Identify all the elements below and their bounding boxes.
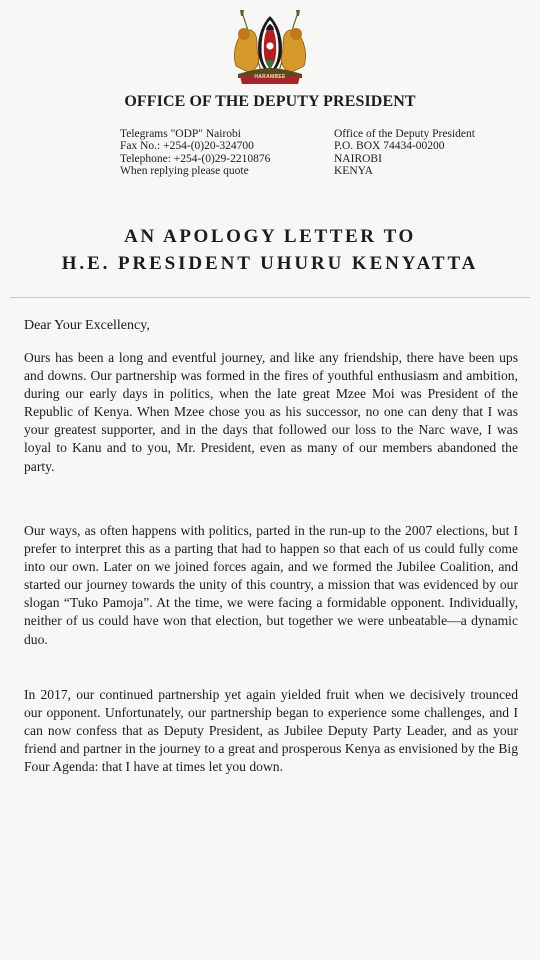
seal-motto: HARAMBEE xyxy=(254,74,286,80)
letter-heading-line-1: AN APOLOGY LETTER TO xyxy=(124,226,416,247)
city-line: NAIROBI xyxy=(334,152,382,165)
telephone-line: Telephone: +254-(0)29-2210876 xyxy=(120,152,271,165)
po-box-line: P.O. BOX 74434-00200 xyxy=(334,140,445,153)
contact-details-left xyxy=(120,128,270,177)
reply-note-line: When replying please quote xyxy=(120,164,249,177)
salutation: Dear Your Excellency, xyxy=(24,318,150,333)
body-paragraph-2: Our ways, as often happens with politics, parted in the run-up to the 2007 elections, but I prefer to interpret this as a parting that had to happen so that each of us could fully come into our own. Later on we joined forces again, and we formed the Jubilee Coalition, and started our journey towards the unity of this country, a mission that was evidenced by our slogan “Tuko Pamoja”. At the time, we were facing a formidable opponent. Individually, neither of us could have won that election, but together we were unbeatable—a dynamic duo. xyxy=(24,523,518,647)
body-paragraph-1: Ours has been a long and eventful journey, and like any friendship, there have been ups and downs. Our partnership was formed in the fires of youthful enthusiasm and ambition, during our early days in politics, when the late great Mzee Moi was President of the Republic of Kenya. When Mzee chose you as his successor, no one can deny that I was your greatest supporter, and in the days that followed our loss to the Narc wave, I was loyal to Kanu and to you, Mr. President, even as many of our members abandoned the party. xyxy=(24,350,518,474)
office-title: OFFICE OF THE DEPUTY PRESIDENT xyxy=(124,93,416,110)
telegrams-line: Telegrams "ODP" Nairobi xyxy=(120,128,242,140)
letter-heading-line-2: H.E. PRESIDENT UHURU KENYATTA xyxy=(61,253,479,274)
fax-line: Fax No.: +254-(0)20-324700 xyxy=(120,140,254,153)
divider xyxy=(10,297,530,298)
contact-details-right xyxy=(334,128,475,177)
country-line: KENYA xyxy=(334,164,373,177)
office-address-line: Office of the Deputy President xyxy=(334,128,475,140)
body-paragraph-3: In 2017, our continued partnership yet again yielded fruit when we decisively trounced our opponent. Unfortunately, our partnership began to experience some challenges, and I can now confess that as Deputy President, as Jubilee Deputy Party Leader, and as your friend and partner in the journey to a great and prosperous Kenya as envisioned by the Big Four Agenda: that I have at times let you down. xyxy=(24,687,518,775)
